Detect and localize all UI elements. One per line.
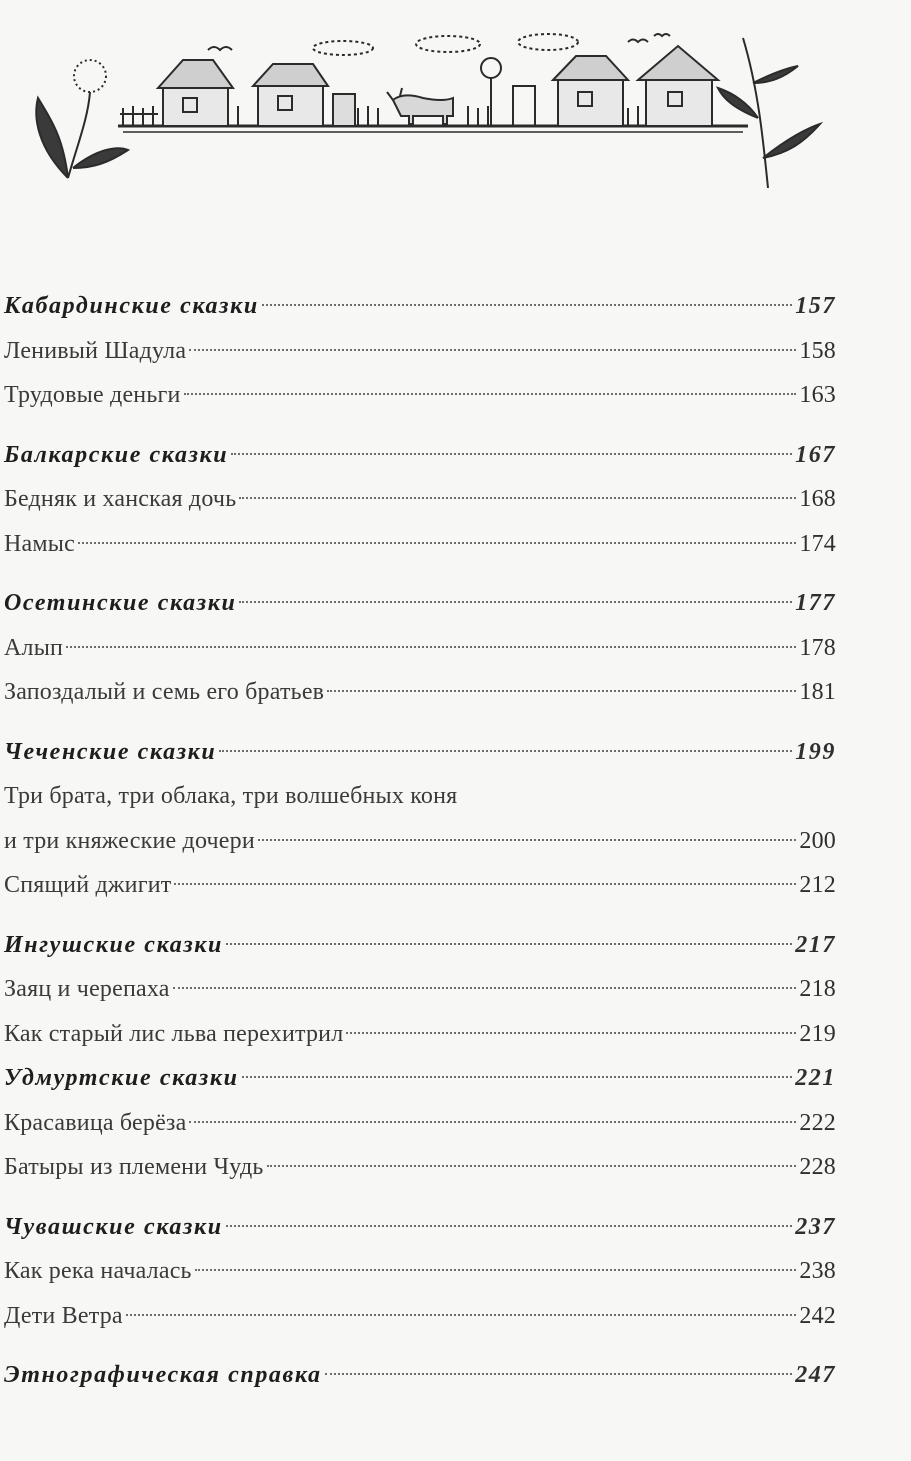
toc-entry-title: Бедняк и ханская дочь (4, 486, 237, 512)
toc-page-number: 163 (799, 382, 836, 408)
toc-page-number: 158 (799, 337, 836, 364)
toc-group-kabardian (4, 284, 836, 418)
dot-leader (346, 1032, 796, 1034)
toc-page-number: 219 (799, 1020, 836, 1047)
toc-entry-title: Как старый лис льва перехитрил (4, 1020, 344, 1047)
dot-leader (219, 750, 792, 752)
toc-entry-first-line[interactable] (4, 774, 836, 819)
toc-page-number: 222 (799, 1109, 836, 1136)
toc-group-chechen (4, 730, 836, 908)
toc-entry-title: Красавица берёза (4, 1109, 187, 1136)
toc-heading[interactable] (4, 730, 836, 775)
dot-leader (325, 1373, 793, 1375)
toc-entry[interactable] (4, 626, 836, 671)
dot-leader (173, 987, 797, 989)
toc-entry[interactable] (4, 670, 836, 715)
toc-entry[interactable] (4, 1145, 836, 1190)
toc-heading[interactable] (4, 1056, 836, 1101)
toc-entry[interactable] (4, 967, 836, 1012)
toc-group-ethnographic (4, 1353, 836, 1398)
toc-entry-title: Батыры из племени Чудь (4, 1154, 264, 1180)
toc-entry-title: Алып (4, 634, 64, 661)
toc-heading[interactable] (4, 1353, 836, 1398)
toc-page-number: 174 (799, 530, 836, 557)
toc-heading[interactable] (4, 923, 836, 968)
toc-entry[interactable] (4, 1249, 836, 1294)
dot-leader (189, 1121, 796, 1123)
toc-entry-title: Как река началась (4, 1258, 192, 1284)
dot-leader (184, 393, 797, 395)
toc-page-number: 157 (795, 293, 836, 319)
toc-entry-title: Дети Ветра (4, 1302, 123, 1329)
toc-page-number: 242 (799, 1302, 836, 1329)
dot-leader (242, 1076, 793, 1078)
toc-heading-title: Кабардинские сказки (4, 293, 259, 319)
toc-entry[interactable] (4, 329, 836, 374)
toc-group-ossetian (4, 581, 836, 715)
toc-group-balkar (4, 433, 836, 567)
toc-entry-title: Запоздалый и семь его братьев (4, 679, 325, 705)
toc-entry[interactable] (4, 1294, 836, 1339)
dot-leader (189, 349, 796, 351)
toc-page-number: 221 (795, 1065, 836, 1091)
dot-leader (78, 542, 796, 544)
toc-entry-title: Заяц и черепаха (4, 976, 170, 1002)
toc-entry-continuation[interactable] (4, 819, 836, 864)
toc-entry-title: Трудовые деньги (4, 382, 181, 408)
toc-entry[interactable] (4, 863, 836, 908)
toc-page-number: 178 (799, 634, 836, 661)
village-vignette-illustration (28, 28, 828, 188)
toc-heading[interactable] (4, 1205, 836, 1250)
toc-entry[interactable] (4, 522, 836, 567)
toc-entry[interactable] (4, 477, 836, 522)
toc-entry-title: Ленивый Шадула (4, 337, 187, 364)
toc-page-number: 200 (799, 827, 836, 854)
toc-page-number: 167 (795, 441, 836, 468)
toc-heading[interactable] (4, 581, 836, 626)
toc-heading-title: Ингушские сказки (4, 931, 224, 958)
dot-leader (258, 839, 796, 841)
toc-page-number: 238 (799, 1258, 836, 1284)
toc-group-udmurt (4, 1056, 836, 1190)
dot-leader (239, 497, 796, 499)
toc-page-number: 228 (799, 1154, 836, 1180)
toc-entry-title-continued: и три княжеские дочери (4, 827, 255, 854)
dot-leader (267, 1165, 797, 1167)
toc-page-number: 212 (799, 872, 836, 898)
toc-page-number: 168 (799, 486, 836, 512)
dot-leader (126, 1314, 797, 1316)
dot-leader (66, 646, 796, 648)
toc-heading-title: Балкарские сказки (4, 441, 229, 468)
toc-heading-title: Чеченские сказки (4, 738, 217, 765)
dot-leader (226, 1225, 793, 1227)
toc-heading[interactable] (4, 433, 836, 478)
toc-page-number: 237 (795, 1213, 836, 1240)
toc-heading-title: Удмуртские сказки (4, 1065, 239, 1091)
toc-heading-title: Осетинские сказки (4, 590, 237, 616)
toc-entry-title: Три брата, три облака, три волшебных коня (4, 783, 458, 809)
toc-entry-title: Намыс (4, 530, 75, 557)
dot-leader (226, 943, 792, 945)
dot-leader (231, 453, 792, 455)
toc-group-chuvash (4, 1205, 836, 1339)
toc-page-number: 199 (795, 738, 836, 765)
dot-leader (239, 601, 792, 603)
toc-entry[interactable] (4, 1101, 836, 1146)
toc-entry[interactable] (4, 373, 836, 418)
dot-leader (174, 883, 796, 885)
toc-heading[interactable] (4, 284, 836, 329)
toc-page-number: 247 (795, 1362, 836, 1388)
toc-entry-title: Спящий джигит (4, 872, 172, 898)
toc-entry[interactable] (4, 1012, 836, 1057)
toc-group-ingush (4, 923, 836, 1057)
dot-leader (327, 690, 796, 692)
dot-leader (195, 1269, 797, 1271)
toc-heading-title: Чувашские сказки (4, 1213, 223, 1240)
toc-heading-title: Этнографическая справка (4, 1362, 322, 1388)
toc-page-number: 177 (795, 590, 836, 616)
dot-leader (262, 304, 792, 306)
toc-page-number: 181 (799, 679, 836, 705)
toc-page-number: 217 (795, 931, 836, 958)
table-of-contents (4, 284, 836, 1413)
toc-page-number: 218 (799, 976, 836, 1002)
